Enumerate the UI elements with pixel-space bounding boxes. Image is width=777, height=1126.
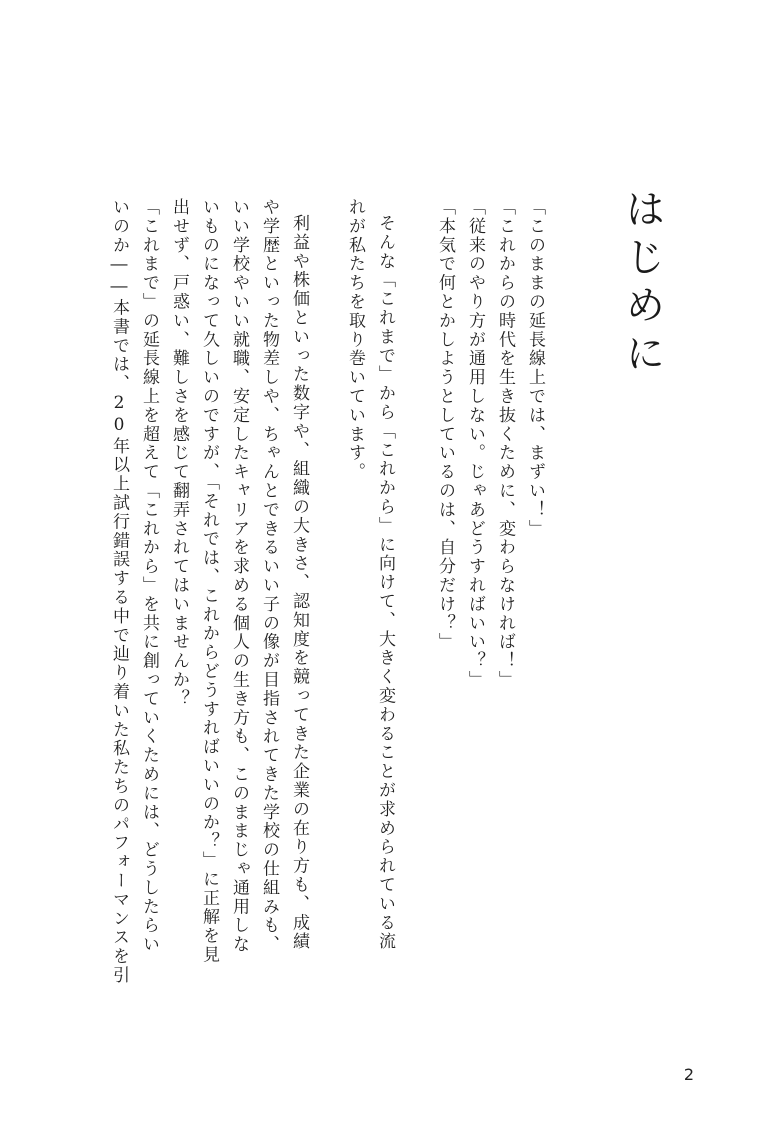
text-column-9: いい学校やいい就職、安定したキャリアを求める個人の生き方も、このままじゃ通用しな (229, 198, 249, 954)
text-column-10: いものになって久しいのですが、「それでは、これからどうすればいいのか？」に正解を見 (199, 198, 219, 965)
text-column-11: 出せず、戸惑い、難しさを感じて翻弄されてはいませんか？ (169, 198, 189, 709)
text-column-7: 利益や株価といった数字や、組織の大きさ、認知度を競ってきた企業の在り方も、成績 (289, 214, 309, 952)
text-column-3: 「従来のやり方が通用しない。じゃあどうすればいい？」 (465, 198, 485, 690)
text-column-1: 「このままの延長線上では、まずい！」 (525, 198, 545, 539)
text-column-12: 「これまで」の延長線上を超えて「これから」を共に創っていくためには、どうしたらい (139, 198, 159, 954)
chapter-title: はじめに (619, 188, 665, 380)
text-column-13: いのか――本書では、20年以上試行錯誤する中で辿り着いた私たちのパフォーマンスを引 (109, 198, 129, 985)
text-column-8: や学歴といった物差しや、ちゃんとできるいい子の像が目指されてきた学校の仕組みも、 (259, 198, 279, 954)
text-column-4: 「本気で何とかしようとしているのは、自分だけ？」 (435, 198, 455, 652)
text-column-5: そんな「これまで」から「これから」に向けて、大きく変わることが求められている流 (375, 214, 395, 952)
text-column-2: 「これからの時代を生き抜くために、変わらなければ！」 (495, 198, 515, 690)
page-number: 2 (683, 1065, 694, 1084)
text-column-6: れが私たちを取り巻いています。 (345, 198, 365, 482)
